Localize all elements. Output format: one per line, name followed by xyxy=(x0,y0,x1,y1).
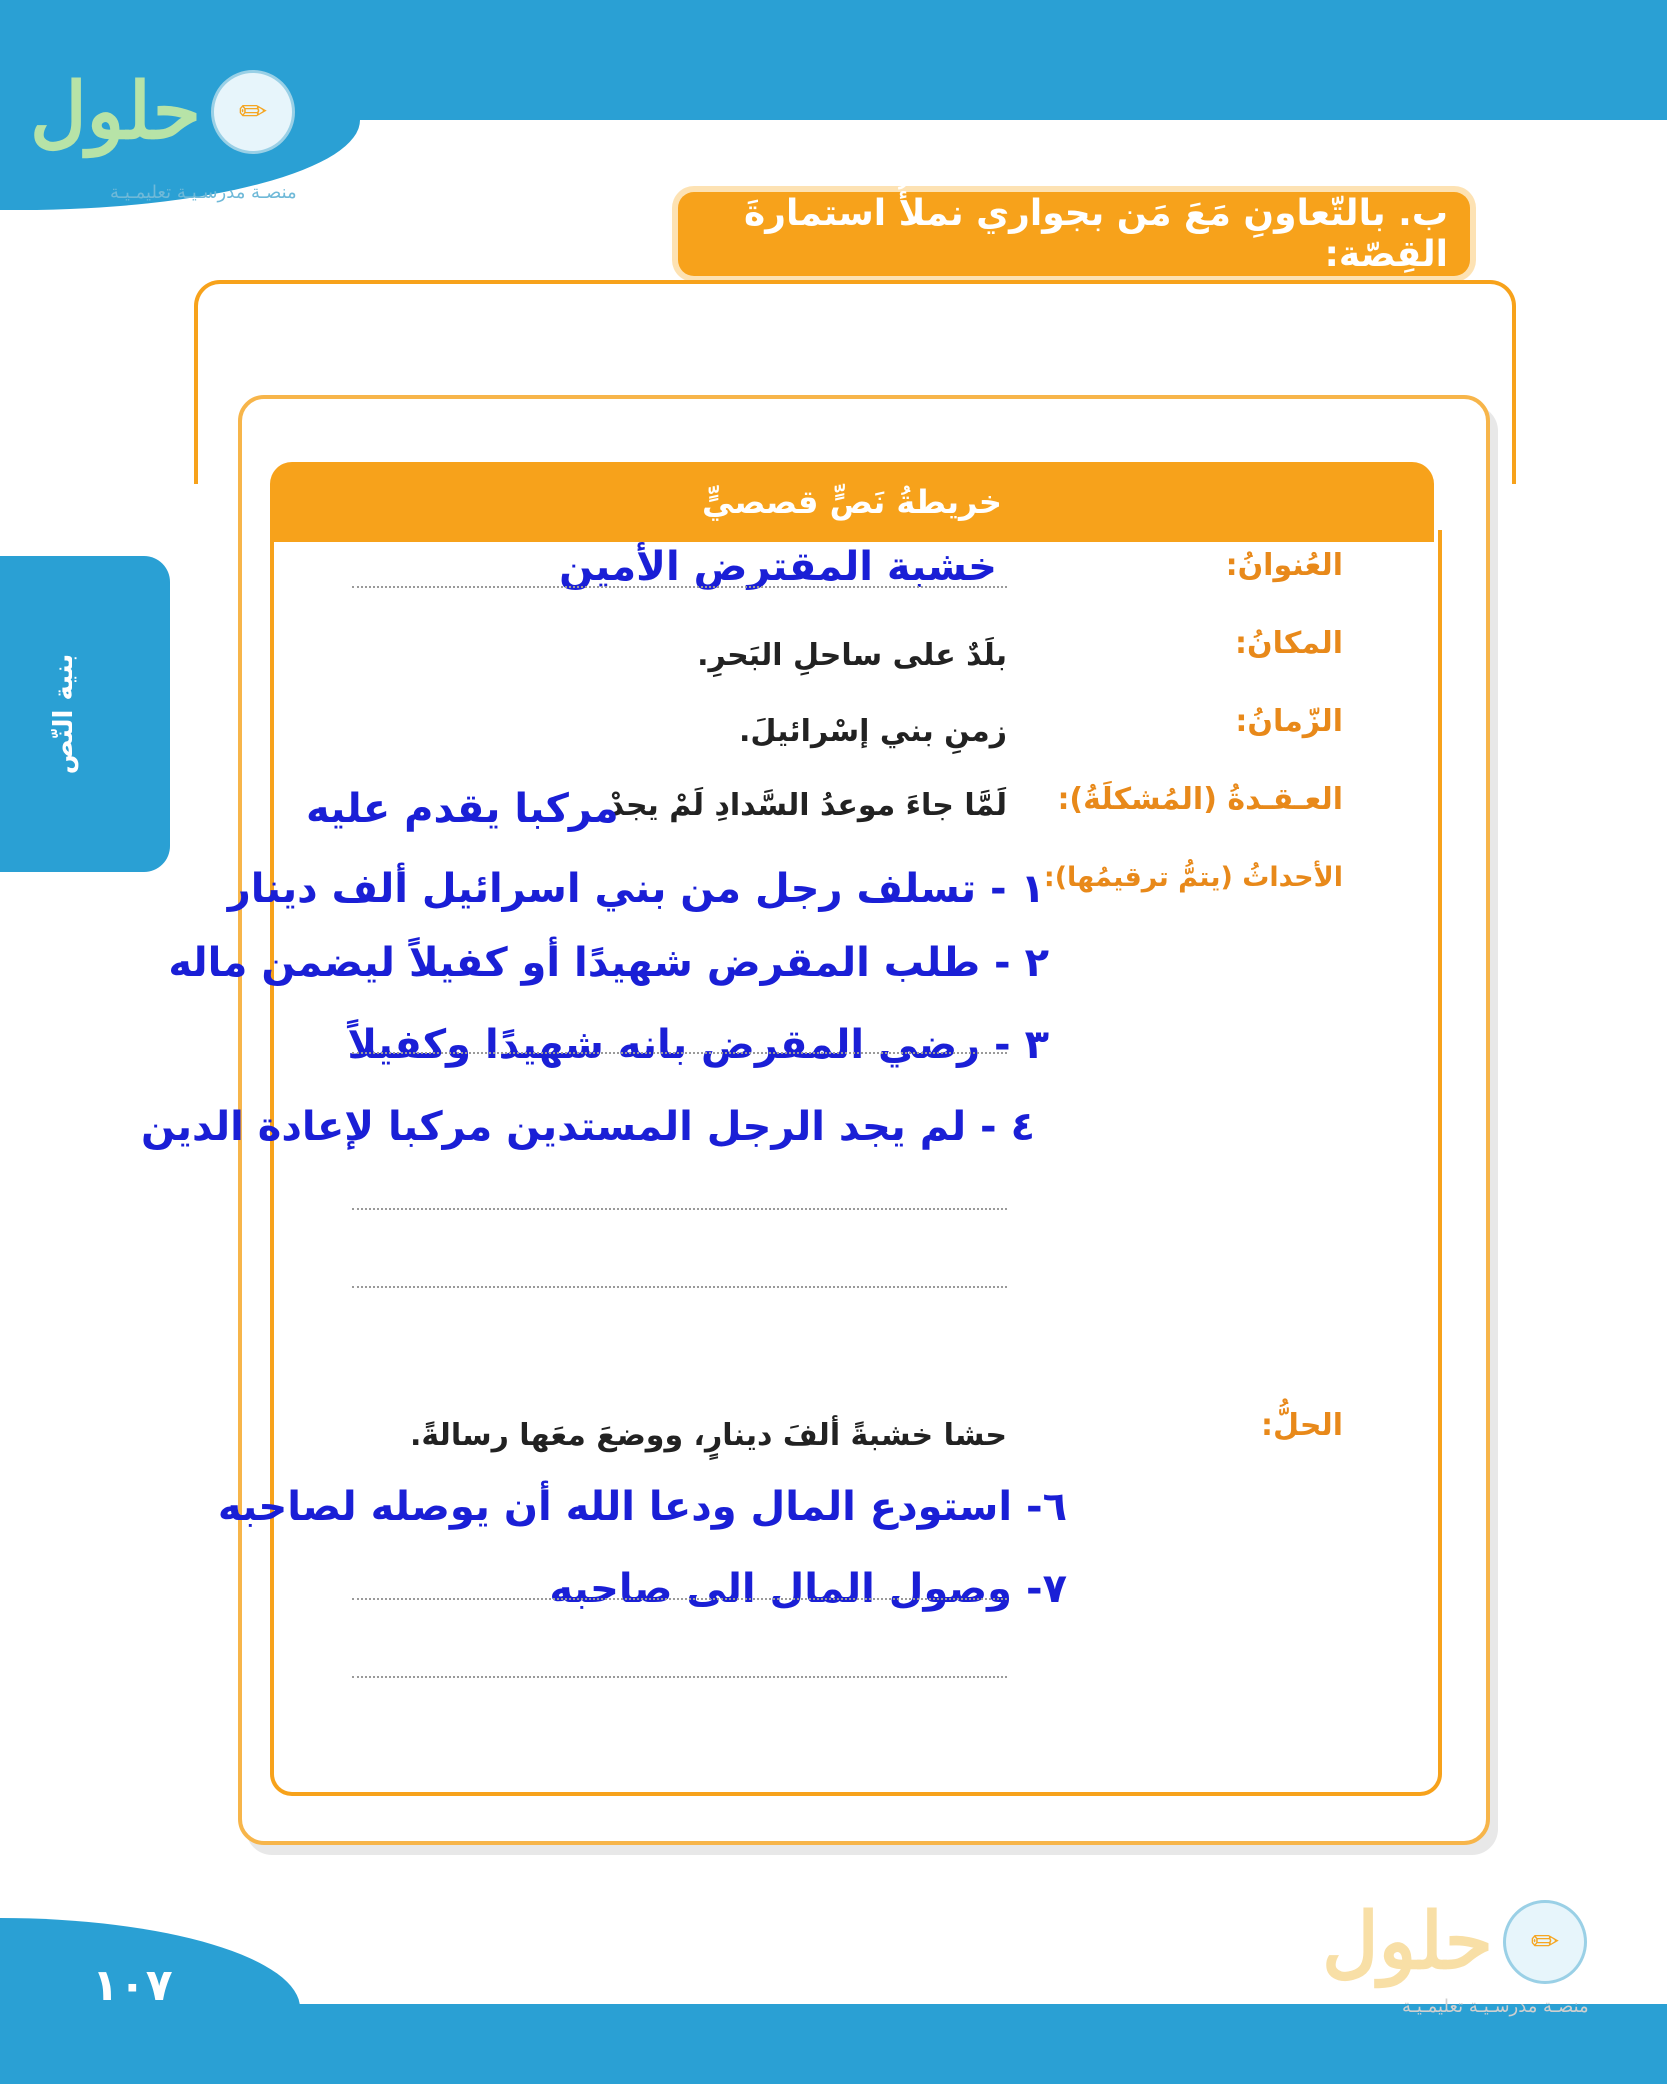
event-item: ٣ - رضي المقرض بانه شهيدًا وكفيلاً xyxy=(347,1022,1049,1068)
answer-line xyxy=(352,1208,1007,1210)
instruction-text: ب. بالتّعاونِ مَعَ مَن بجواري نملأُ استمارةَ القِصّة: xyxy=(744,193,1448,275)
answer-line xyxy=(352,1598,1007,1600)
event-item: ١ - تسلف رجل من بني اسرائيل ألف دينار xyxy=(227,866,1045,912)
event-item: ٤ - لم يجد الرجل المستدين مركبا لإعادة الدين xyxy=(141,1104,1035,1150)
title-answer: خشبة المقترض الأمين xyxy=(559,544,997,590)
book-icon: ✏ xyxy=(1503,1900,1587,1984)
event-item: ٢ - طلب المقرض شهيدًا أو كفيلاً ليضمن ماله xyxy=(168,940,1049,986)
brand-logo xyxy=(30,66,297,203)
brand-tagline: منصـة مدرسـيـة تعليمـيـة xyxy=(110,182,297,203)
plot-value: لَمَّا جاءَ موعدُ السَّدادِ لَمْ يجدْ xyxy=(608,788,1007,823)
answer-line xyxy=(352,1286,1007,1288)
title-label: العُنوانُ: xyxy=(1225,548,1343,583)
place-label: المكانُ: xyxy=(1235,626,1343,661)
page-number: ١٠٧ xyxy=(92,1960,173,2011)
time-label: الزّمانُ: xyxy=(1235,704,1343,739)
side-tab-label: بنية النّص xyxy=(49,653,79,775)
brand-wordmark: حلول xyxy=(30,66,202,157)
plot-answer: مركبا يقدم عليه xyxy=(306,786,619,832)
solution-label: الحلُّ: xyxy=(1261,1408,1343,1443)
story-map-title: خريطةُ نَصٍّ قصصيٍّ xyxy=(702,483,1002,521)
answer-line xyxy=(352,586,1007,588)
time-value: زمنِ بني إسْرائيلَ. xyxy=(738,714,1007,749)
answer-line xyxy=(352,1052,1007,1054)
solution-value: حشا خشبةً ألفَ دينارٍ، ووضعَ معَها رسالةً. xyxy=(409,1418,1007,1453)
brand-tagline: منصـة مدرسـيـة تعليمـيـة xyxy=(1402,1996,1589,2017)
book-icon: ✏ xyxy=(211,70,295,154)
events-label: الأحداثُ (يتمُّ ترقيمُها): xyxy=(1043,862,1343,893)
brand-wordmark: حلول xyxy=(1322,1896,1494,1987)
solution-answer: ٧- وصول المال الى صاحبه xyxy=(549,1566,1067,1612)
solution-answer: ٦- استودع المال ودعا الله أن يوصله لصاحبه xyxy=(217,1484,1067,1530)
place-value: بلَدٌ على ساحلِ البَحرِ. xyxy=(697,638,1007,673)
brand-logo xyxy=(1322,1896,1589,2017)
section-side-tab xyxy=(0,556,170,872)
instruction-banner xyxy=(678,192,1470,276)
plot-label: العـقـدةُ (المُشكلَةُ): xyxy=(1057,782,1343,817)
answer-line xyxy=(352,1676,1007,1678)
story-map-header xyxy=(270,462,1434,542)
